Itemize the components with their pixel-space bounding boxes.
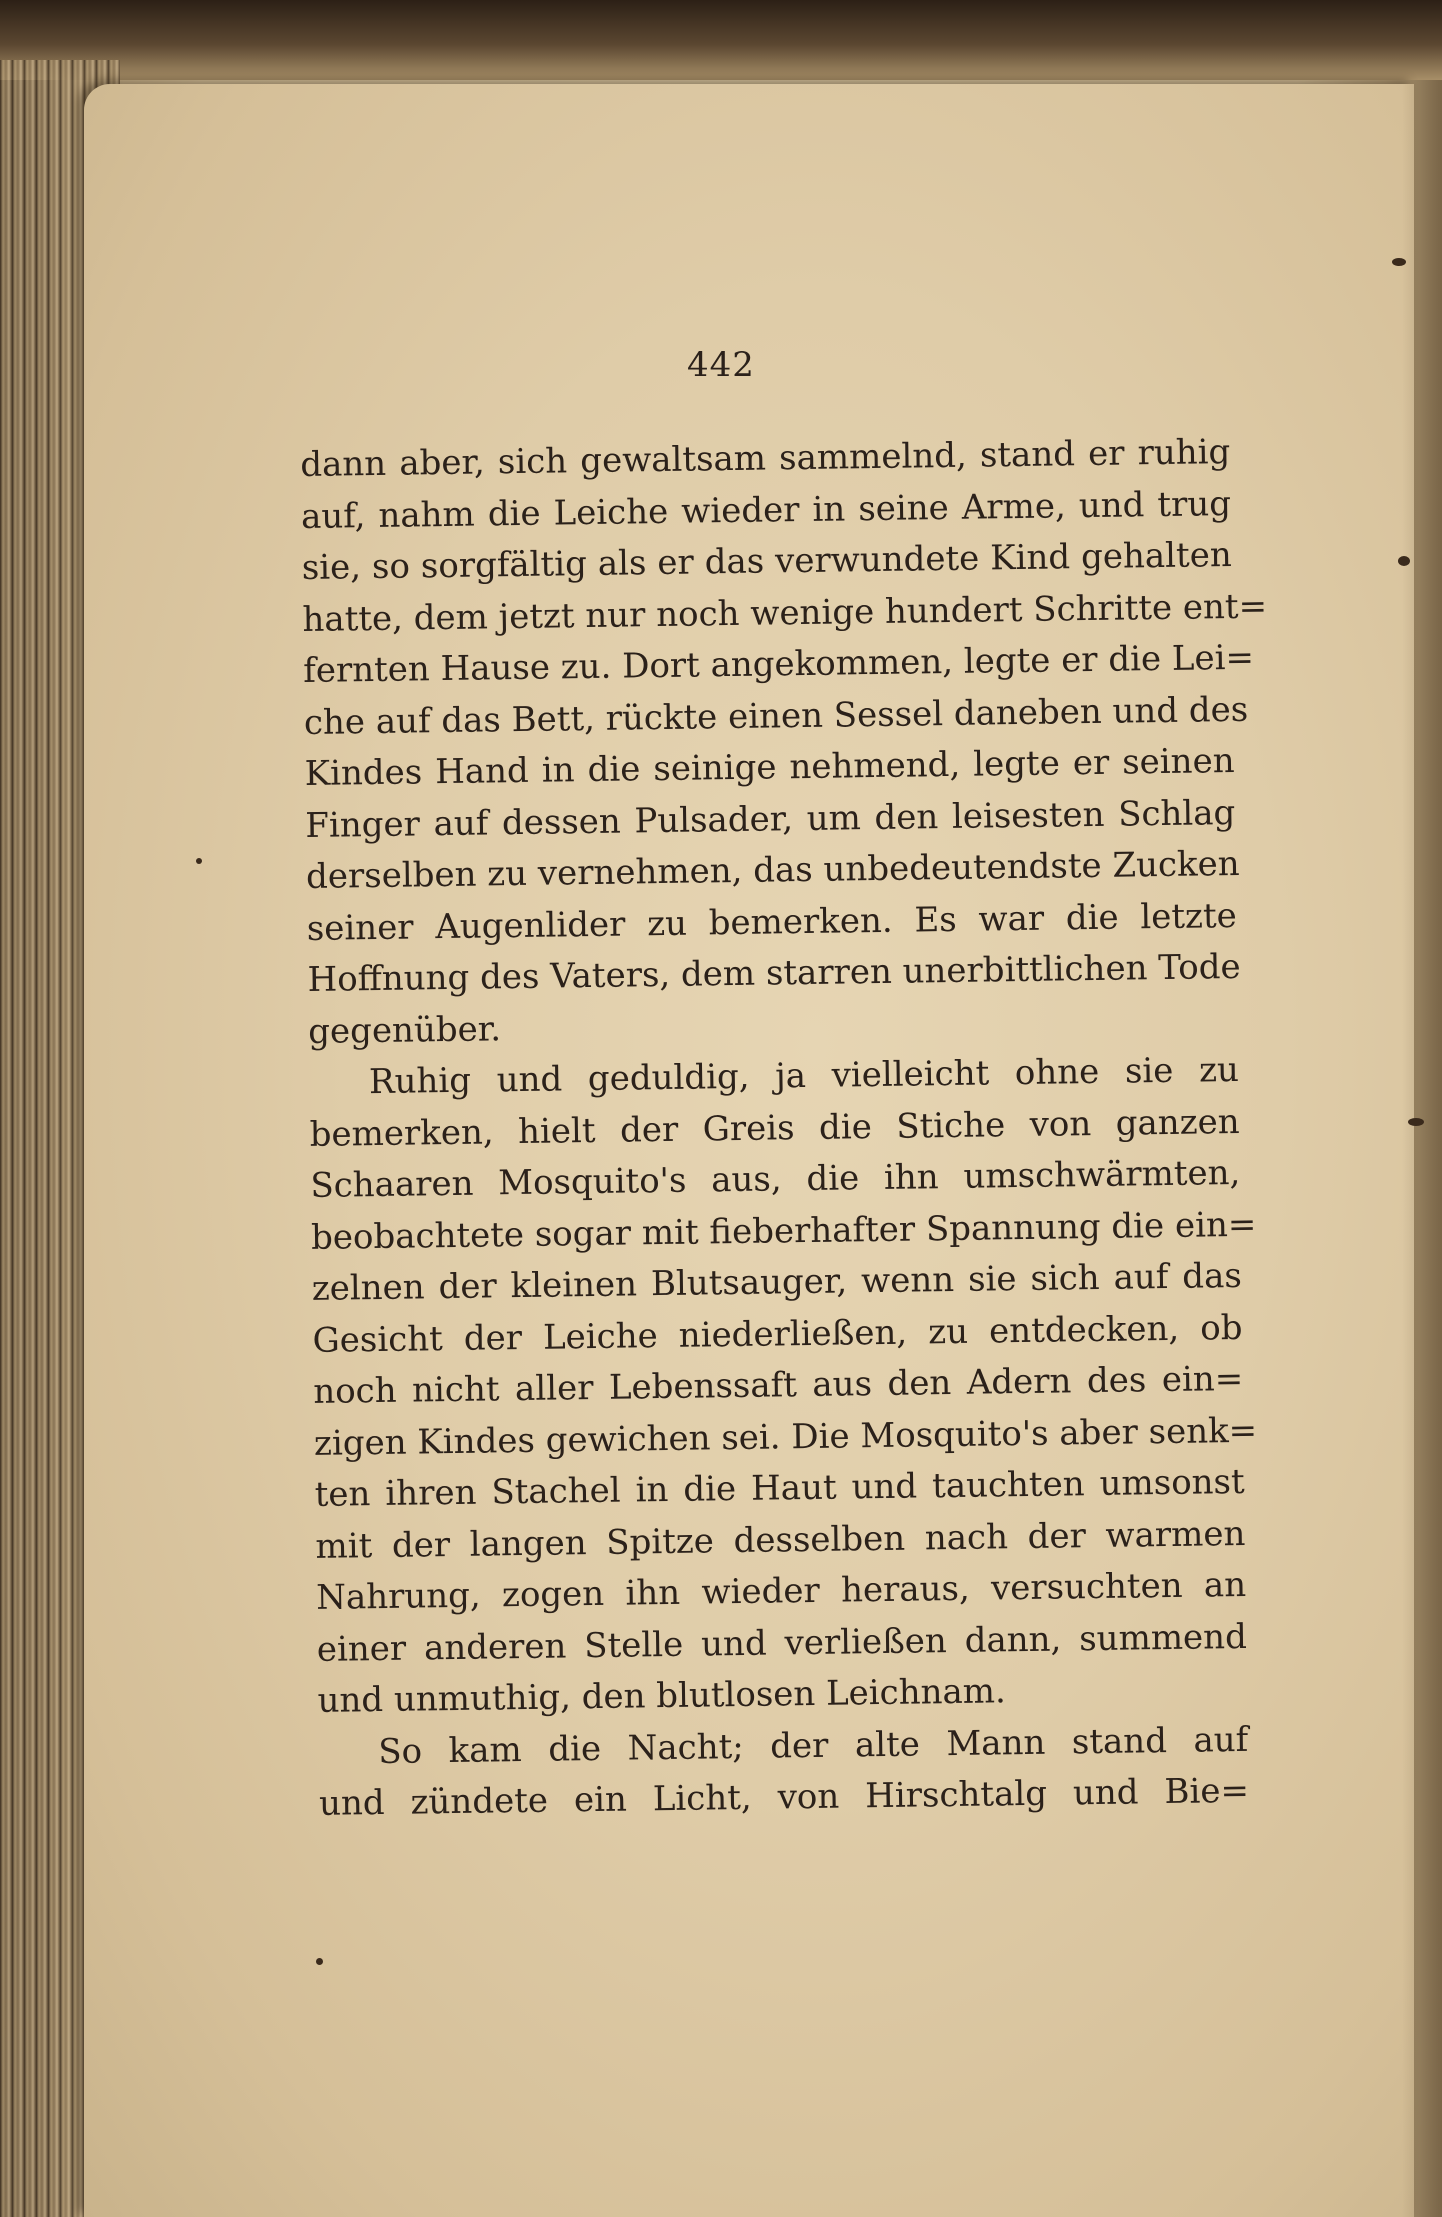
text-line: So kam die Nacht; der alte Mann stand auf (378, 1719, 1249, 1772)
text-line: einer anderen Stelle und verließen dann, summend (316, 1616, 1248, 1670)
paper-speck (316, 1958, 323, 1965)
text-line: Kindes Hand in die seinige nehmend, legte er seinen (304, 740, 1235, 794)
text-line: Ruhig und geduldig, ja vielleicht ohne sie zu (368, 1049, 1240, 1103)
paper-speck (1408, 1118, 1424, 1126)
text-line: zigen Kindes gewichen sei. Die Mosquito's aber senk= (313, 1410, 1258, 1464)
text-line: auf, nahm die Leiche wieder in seine Arme, und trug (300, 483, 1232, 537)
paper-speck (1392, 258, 1406, 266)
text-line: und unmuthig, den blutlosen Leichnam. (317, 1671, 1007, 1721)
text-line: derselben zu vernehmen, das unbedeutendste Zucken (305, 843, 1240, 897)
text-line: che auf das Bett, rückte einen Sessel daneben und des (303, 689, 1249, 743)
text-line: seiner Augenlider zu bemerken. Es war die letzte (306, 895, 1238, 949)
body-text (300, 427, 1268, 1830)
text-line: mit der langen Spitze desselben nach der warmen (315, 1513, 1246, 1567)
paper-speck (1398, 556, 1410, 566)
text-line: zelnen der kleinen Blutsauger, wenn sie sich auf das (311, 1255, 1243, 1309)
text-line: fernten Hause zu. Dort angekommen, legte er die Lei= (302, 637, 1255, 691)
text-line: Schaaren Mosquito's aus, die ihn umschwärmten, (310, 1152, 1241, 1206)
paper-speck (196, 858, 202, 864)
gutter-shadow (1402, 80, 1442, 2217)
text-line: sie, so sorgfältig als er das verwundete Kind gehalten (301, 535, 1232, 588)
text-line: beobachtete sogar mit fieberhafter Spannung die ein= (310, 1204, 1257, 1258)
text-line: gegenüber. (307, 1008, 502, 1052)
text-line: hatte, dem jetzt nur noch wenige hundert Schritte ent= (302, 586, 1268, 640)
text-line: ten ihren Stachel in die Haut und tauchten umsonst (314, 1461, 1245, 1515)
text-line: Nahrung, zogen ihn wieder heraus, versuchten an (315, 1564, 1247, 1618)
text-line: Gesicht der Leiche niederließen, zu entdecken, ob (312, 1307, 1243, 1361)
book-top-edge (0, 0, 1442, 80)
text-line: noch nicht aller Lebenssaft aus den Adern des ein= (313, 1358, 1244, 1412)
text-line: dann aber, sich gewaltsam sammelnd, stand er ruhig (300, 432, 1231, 485)
text-line: Hoffnung des Vaters, dem starren unerbittlichen Tode (307, 946, 1241, 1000)
text-line: bemerken, hielt der Greis die Stiche von ganzen (309, 1101, 1240, 1155)
text-line: und zündete ein Licht, von Hirschtalg und Bie= (318, 1770, 1250, 1824)
page-number: 442 (687, 345, 755, 385)
text-line: Finger auf dessen Pulsader, um den leisesten Schlag (305, 792, 1236, 846)
